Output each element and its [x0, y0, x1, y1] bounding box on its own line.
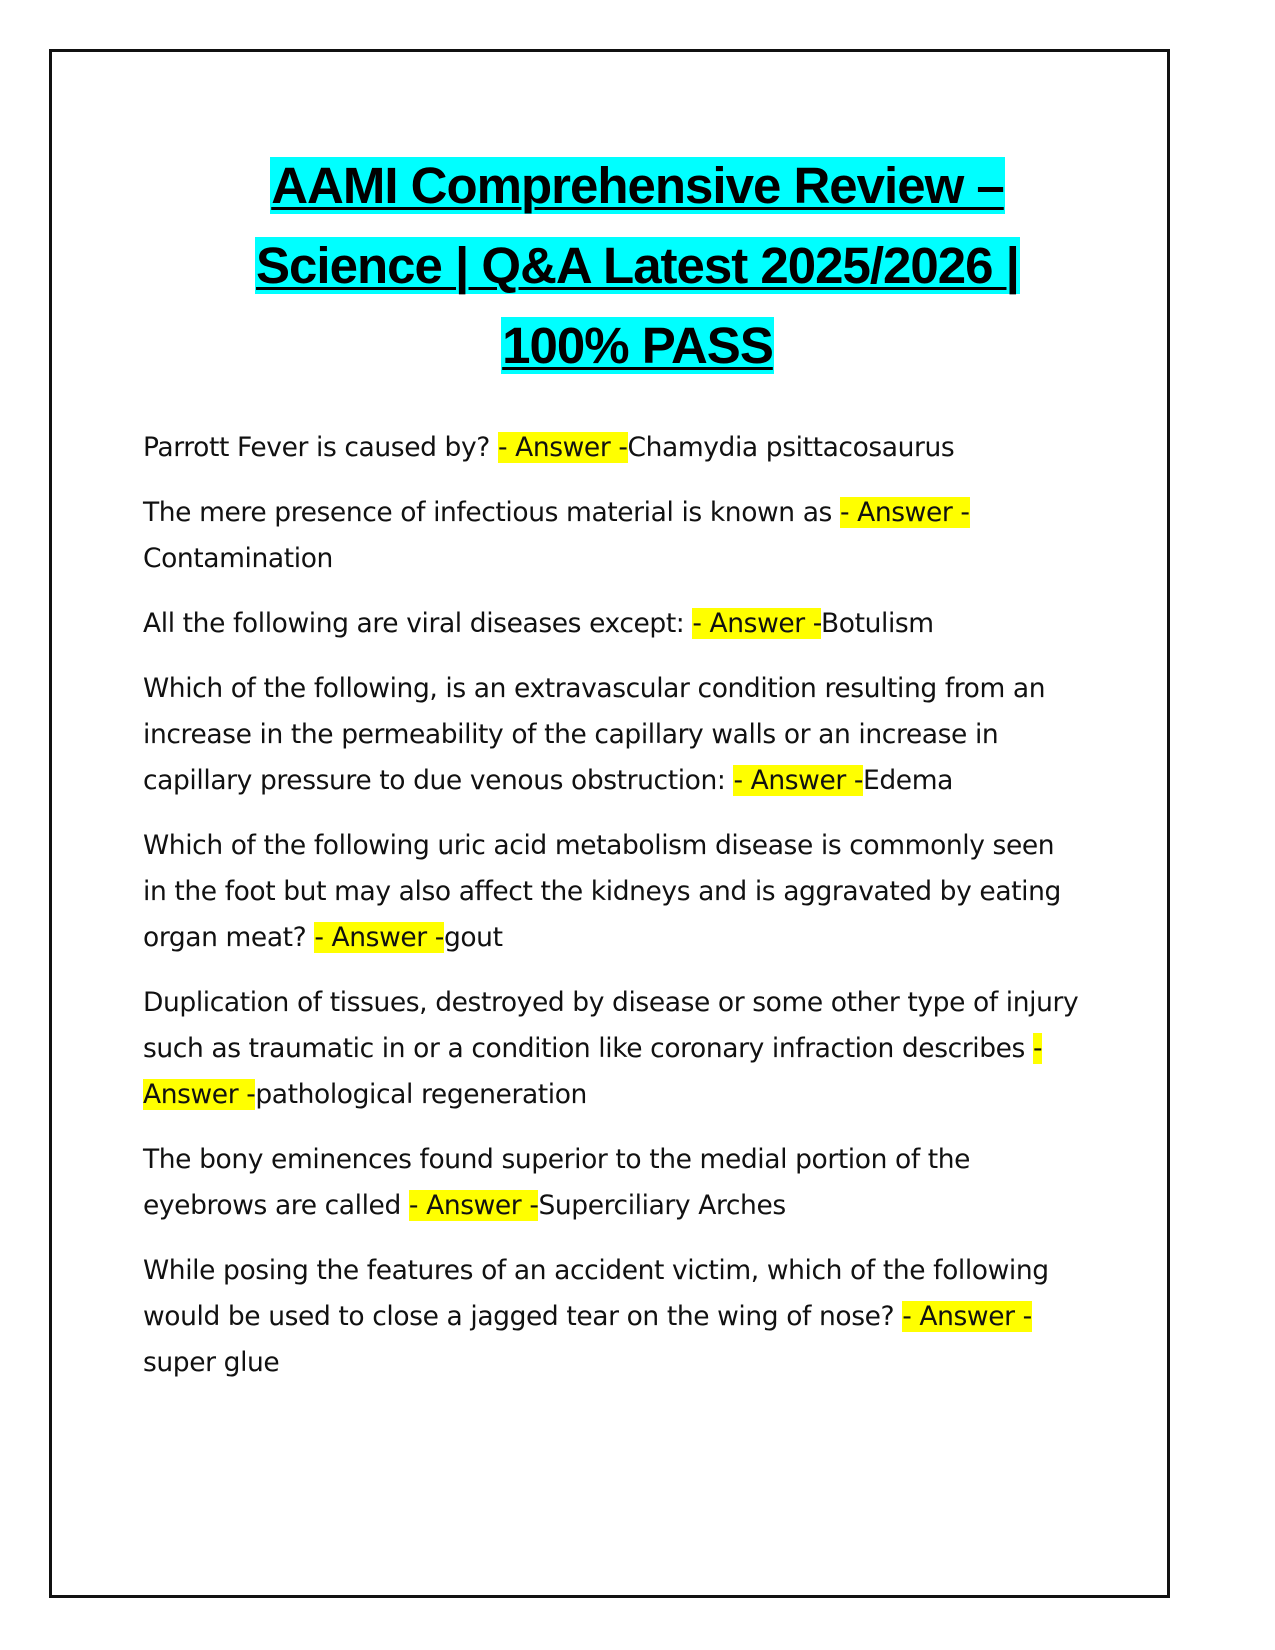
question-text: All the following are viral diseases except: — [143, 608, 693, 639]
question-text: While posing the features of an accident victim, which of the following would be used to close a jagged tear on the wing of nose? — [143, 1255, 1049, 1332]
question-text: Duplication of tissues, destroyed by disease or some other type of injury such as traumatic in or a condition like coronary infraction describes — [143, 987, 1079, 1064]
qa-item — [143, 490, 1083, 582]
answer-label: - Answer - — [692, 608, 821, 639]
answer-label: - Answer - — [497, 432, 628, 463]
answer-label: - Answer - — [733, 765, 864, 796]
question-text: Which of the following uric acid metabolism disease is commonly seen in the foot but may also affect the kidneys and is aggravated by eating organ meat? — [143, 830, 1061, 953]
title-line-3: 100% PASS — [502, 317, 773, 374]
question-text: The mere presence of infectious material is known as — [143, 497, 840, 528]
answer-text: Edema — [863, 765, 953, 796]
qa-item — [143, 980, 1083, 1118]
title-line-1: AAMI Comprehensive Review – — [271, 157, 1004, 214]
answer-text: gout — [443, 922, 503, 953]
qa-item — [143, 823, 1083, 961]
qa-item — [143, 425, 1083, 471]
question-text: Which of the following, is an extravascular condition resulting from an increase in the permeability of the capillary walls or an increase in capillary pressure to due venous obstruction: — [143, 673, 1046, 796]
qa-item — [143, 1248, 1083, 1386]
document-title — [100, 146, 1175, 386]
answer-text: Chamydia psittacosaurus — [627, 432, 955, 463]
answer-text: super glue — [143, 1347, 280, 1378]
answer-label: - Answer - — [839, 497, 970, 528]
answer-text: Superciliary Arches — [538, 1190, 786, 1221]
answer-label: - Answer - — [314, 922, 444, 953]
answer-text: Contamination — [143, 543, 333, 574]
answer-text: Botulism — [821, 608, 934, 639]
question-text: The bony eminences found superior to the medial portion of the eyebrows are called — [143, 1144, 971, 1221]
qa-item — [143, 666, 1083, 804]
qa-item — [143, 601, 1083, 647]
question-text: Parrott Fever is caused by? — [143, 432, 498, 463]
answer-label: - Answer - — [143, 1033, 1043, 1110]
answer-label: - Answer - — [902, 1301, 1032, 1332]
qa-list — [143, 425, 1083, 1405]
answer-label: - Answer - — [408, 1190, 539, 1221]
title-line-2: Science | Q&A Latest 2025/2026 | — [256, 237, 1019, 294]
qa-item — [143, 1137, 1083, 1229]
answer-text: pathological regeneration — [255, 1079, 587, 1110]
